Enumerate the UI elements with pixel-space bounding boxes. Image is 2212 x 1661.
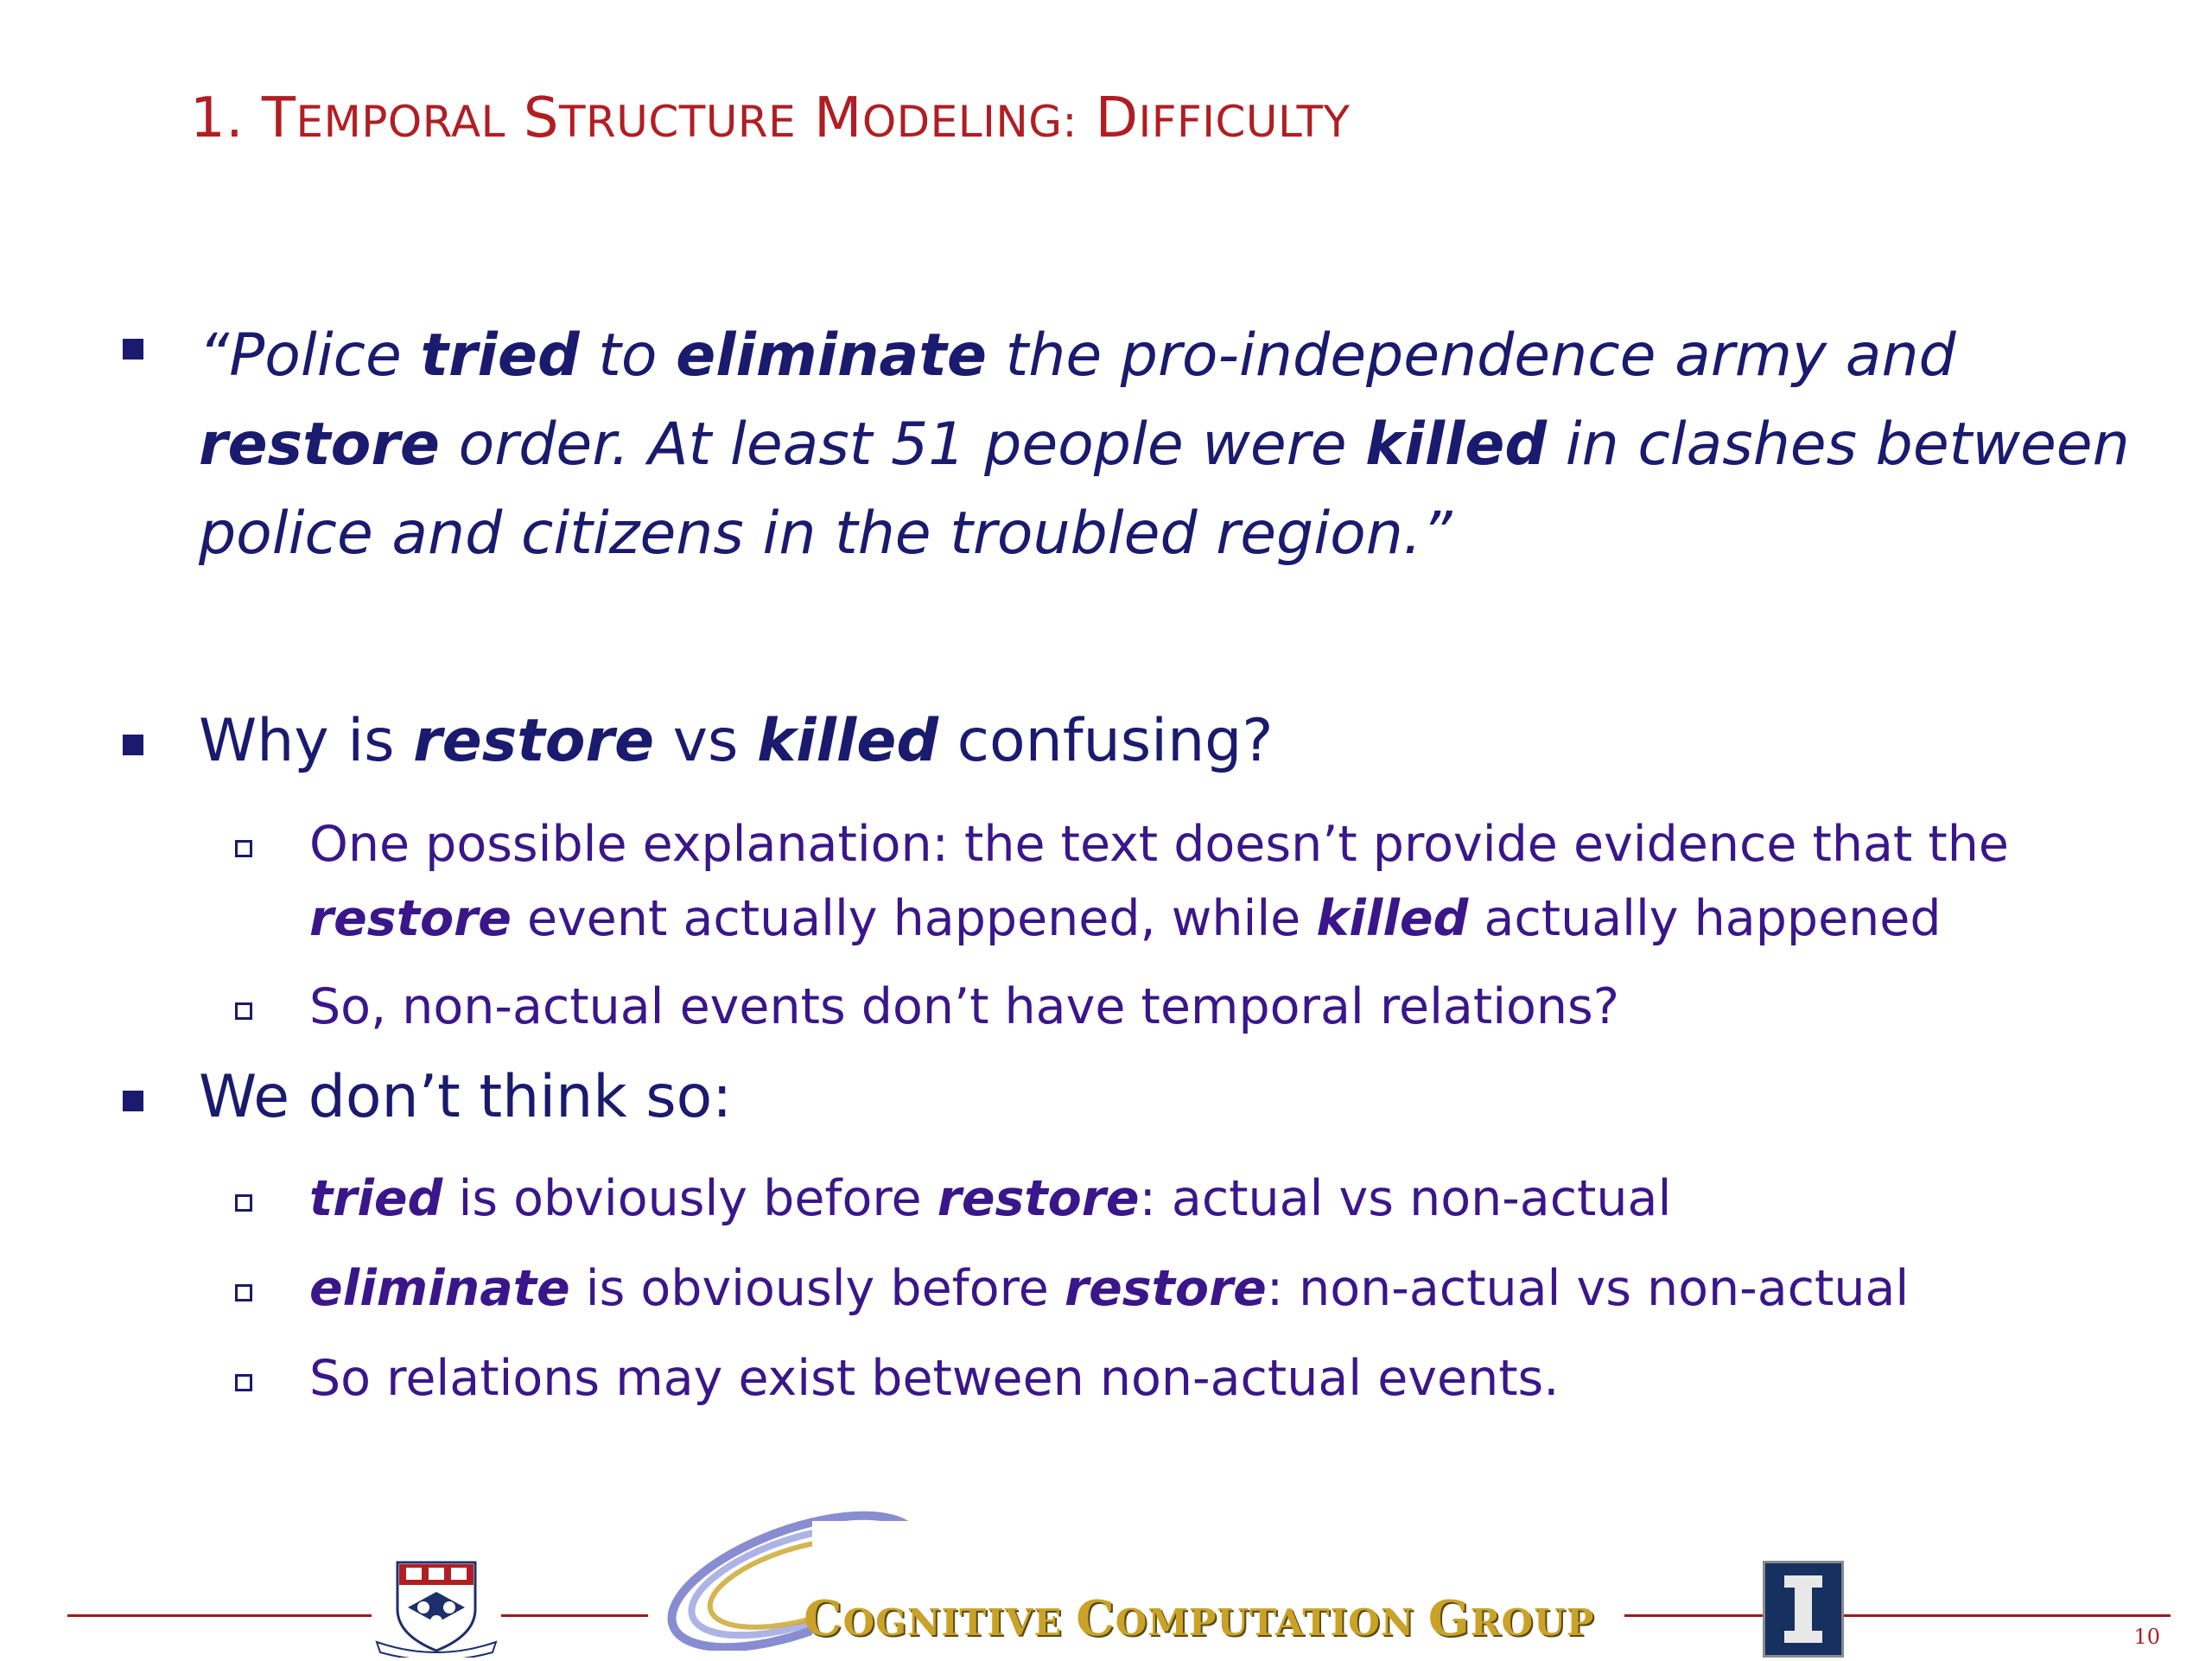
wedont-point-1: tried is obviously before restore: actual vs non-actual — [309, 1170, 1672, 1227]
sub-bullet-box-icon — [235, 1002, 252, 1020]
sub-bullet-box-icon — [235, 840, 252, 857]
bullet-square-icon — [123, 339, 143, 360]
penn-shield-logo — [372, 1556, 501, 1658]
wedont-point-3: So relations may exist between non-actual events. — [309, 1350, 1560, 1407]
why-explanation: One possible explanation: the text doesn’t provide evidence that the restore event actually happened, while killed actually happened — [309, 816, 2009, 947]
slide-title: 1. TEMPORAL STRUCTURE MODELING: DIFFICULTY — [190, 86, 1351, 150]
sub-bullet-box-icon — [235, 1194, 252, 1212]
bullet-square-icon — [123, 1091, 143, 1111]
quote-text: “Police tried to eliminate the pro-independence army and restore order. At least 51 people were killed in clashes between police and citizens in the troubled region.” — [199, 321, 2130, 568]
ccg-logo — [648, 1504, 1624, 1651]
wedont-heading: We don’t think so: — [199, 1063, 733, 1131]
why-heading: Why is restore vs killed confusing? — [199, 707, 1274, 775]
bullet-square-icon — [123, 735, 143, 755]
illinois-logo — [1763, 1561, 1844, 1658]
ccg-logo-text: COGNITIVE COMPUTATION GROUP — [804, 1590, 1595, 1647]
page-number: 10 — [2133, 1625, 2160, 1649]
why-question: So, non-actual events don’t have temporal relations? — [309, 978, 1619, 1035]
wedont-point-2: eliminate is obviously before restore: non-actual vs non-actual — [309, 1260, 1910, 1317]
sub-bullet-box-icon — [235, 1374, 252, 1391]
sub-bullet-box-icon — [235, 1284, 252, 1301]
